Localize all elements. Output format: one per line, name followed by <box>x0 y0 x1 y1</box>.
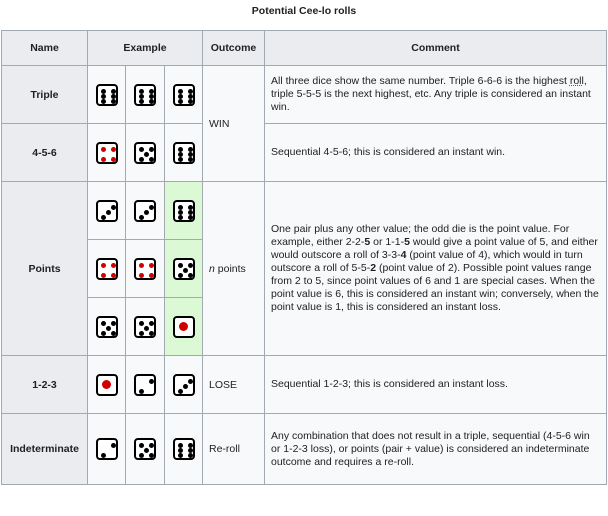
die-pip <box>111 273 116 278</box>
die-pip <box>106 210 111 215</box>
header-name: Name <box>2 31 88 66</box>
die-four-icon <box>96 258 118 280</box>
comment-indeterminate: Any combination that does not result in a triple, sequential (4-5-6 win or 1-2-3 loss), or points (pair + value) is considered an indeterminate outcome and requires a re-roll. <box>265 414 607 485</box>
die-pip <box>178 263 183 268</box>
die-cell-highlighted <box>165 240 203 298</box>
outcome-reroll: Re-roll <box>203 414 265 485</box>
die-pip <box>188 379 193 384</box>
header-row <box>2 31 607 66</box>
die-pip <box>188 273 193 278</box>
die-cell <box>126 240 165 298</box>
die-pip <box>178 215 183 220</box>
die-pip <box>111 205 116 210</box>
die-pip <box>149 205 154 210</box>
die-pip <box>139 443 144 448</box>
die-pip <box>178 89 183 94</box>
row-indeterminate <box>2 414 607 485</box>
die-pip <box>101 99 106 104</box>
comment-text: One pair plus any other value; the odd die is the point value. For example, either 2-2- <box>271 223 570 248</box>
die-six-icon <box>173 438 195 460</box>
die-pip <box>188 147 193 152</box>
die-cell <box>165 414 203 485</box>
comment-text: (point value of 4), which would in turn outscore a roll of 5-5- <box>271 249 583 274</box>
die-cell <box>165 124 203 182</box>
die-pip <box>178 453 183 458</box>
die-pip <box>178 210 183 215</box>
die-pip <box>111 331 116 336</box>
comment-text: (point value of 2). Possible point values range from 2 to 5, since point values of 6 and 1 are special cases. When the point value is 6, this is considered an instant win; conversely, when the point value is 1, this is considered an instant loss. <box>271 262 599 313</box>
die-pip <box>178 157 183 162</box>
row-456 <box>2 124 607 182</box>
die-pip <box>149 453 154 458</box>
row-name-456: 4-5-6 <box>2 124 88 182</box>
die-pip <box>178 205 183 210</box>
die-five-icon <box>134 438 156 460</box>
die-pip <box>101 321 106 326</box>
die-pip <box>149 443 154 448</box>
die-pip <box>111 147 116 152</box>
comment-bold: 5 <box>364 236 371 248</box>
die-pip <box>139 263 144 268</box>
comment-bold: 4 <box>400 249 407 261</box>
die-pip <box>139 147 144 152</box>
die-three-icon <box>96 200 118 222</box>
die-cell <box>165 66 203 124</box>
die-four-icon <box>96 142 118 164</box>
die-cell <box>126 414 165 485</box>
row-123 <box>2 356 607 414</box>
die-pip <box>101 331 106 336</box>
die-one-icon <box>96 374 118 396</box>
die-pip <box>179 322 188 331</box>
comment-bold: 5 <box>404 236 410 248</box>
die-pip <box>183 384 188 389</box>
comment-text: , triple 5-5-5 is the next highest, etc. Any triple is considered an instant win. <box>271 75 591 113</box>
die-pip <box>101 89 106 94</box>
die-five-icon <box>96 316 118 338</box>
die-pip <box>111 89 116 94</box>
die-three-icon <box>173 374 195 396</box>
die-pip <box>178 152 183 157</box>
die-four-icon <box>134 258 156 280</box>
die-pip <box>149 94 154 99</box>
die-two-icon <box>96 438 118 460</box>
die-pip <box>111 157 116 162</box>
die-pip <box>111 321 116 326</box>
die-pip <box>139 215 144 220</box>
comment-bold: 2 <box>370 262 377 274</box>
die-pip <box>106 326 111 331</box>
die-pip <box>111 263 116 268</box>
comment-text: All three dice show the same number. Triple 6-6-6 is the highest <box>271 75 570 87</box>
die-pip <box>149 263 154 268</box>
die-pip <box>149 321 154 326</box>
die-six-icon <box>96 84 118 106</box>
die-pip <box>102 380 111 389</box>
die-cell <box>88 124 126 182</box>
die-pip <box>188 205 193 210</box>
die-pip <box>149 331 154 336</box>
die-pip <box>139 89 144 94</box>
die-six-icon <box>134 84 156 106</box>
spellcheck-underlined-word: roll <box>569 75 584 87</box>
die-pip <box>178 273 183 278</box>
die-cell <box>88 182 126 240</box>
die-pip <box>139 157 144 162</box>
die-pip <box>144 210 149 215</box>
die-cell <box>165 356 203 414</box>
comment-456: Sequential 4-5-6; this is considered an instant win. <box>265 124 607 182</box>
die-cell <box>126 124 165 182</box>
die-pip <box>111 443 116 448</box>
die-pip <box>144 152 149 157</box>
die-pip <box>178 389 183 394</box>
die-pip <box>188 94 193 99</box>
die-pip <box>188 152 193 157</box>
outcome-points-variable: n <box>209 262 215 275</box>
die-pip <box>139 273 144 278</box>
die-six-icon <box>173 84 195 106</box>
die-six-icon <box>173 200 195 222</box>
die-pip <box>188 157 193 162</box>
die-pip <box>139 94 144 99</box>
die-cell <box>88 356 126 414</box>
die-one-icon <box>173 316 195 338</box>
die-pip <box>149 379 154 384</box>
die-pip <box>149 273 154 278</box>
row-name-123: 1-2-3 <box>2 356 88 414</box>
die-pip <box>149 157 154 162</box>
die-pip <box>149 147 154 152</box>
die-pip <box>111 99 116 104</box>
comment-triple <box>265 66 607 124</box>
row-triple <box>2 66 607 124</box>
die-pip <box>139 331 144 336</box>
die-pip <box>101 147 106 152</box>
die-pip <box>139 453 144 458</box>
die-pip <box>149 99 154 104</box>
comment-text: or 1-1- <box>370 236 405 248</box>
die-cell <box>126 298 165 356</box>
row-points-1 <box>2 182 607 240</box>
die-pip <box>144 326 149 331</box>
header-outcome: Outcome <box>203 31 265 66</box>
die-cell-highlighted <box>165 182 203 240</box>
die-pip <box>188 263 193 268</box>
die-cell <box>88 298 126 356</box>
die-pip <box>188 99 193 104</box>
comment-points <box>265 182 607 356</box>
die-cell <box>126 182 165 240</box>
die-pip <box>178 94 183 99</box>
die-pip <box>139 99 144 104</box>
die-pip <box>101 263 106 268</box>
cee-lo-table <box>1 0 607 485</box>
die-pip <box>188 210 193 215</box>
die-cell <box>126 66 165 124</box>
die-three-icon <box>134 200 156 222</box>
die-cell <box>126 356 165 414</box>
die-pip <box>101 215 106 220</box>
die-cell <box>88 414 126 485</box>
die-pip <box>111 94 116 99</box>
outcome-points <box>203 182 265 356</box>
die-pip <box>183 268 188 273</box>
die-cell <box>88 66 126 124</box>
die-pip <box>101 453 106 458</box>
die-pip <box>178 147 183 152</box>
die-pip <box>139 321 144 326</box>
die-two-icon <box>134 374 156 396</box>
table-caption: Potential Cee-lo rolls <box>251 5 357 17</box>
die-pip <box>188 215 193 220</box>
die-five-icon <box>134 316 156 338</box>
die-pip <box>101 94 106 99</box>
die-pip <box>101 157 106 162</box>
comment-123: Sequential 1-2-3; this is considered an instant loss. <box>265 356 607 414</box>
die-pip <box>178 99 183 104</box>
die-five-icon <box>173 258 195 280</box>
outcome-points-label: points <box>214 262 246 275</box>
row-name-indeterminate: Indeterminate <box>2 414 88 485</box>
outcome-lose: LOSE <box>203 356 265 414</box>
die-pip <box>101 273 106 278</box>
die-pip <box>188 453 193 458</box>
die-pip <box>139 389 144 394</box>
die-six-icon <box>173 142 195 164</box>
comment-text: would give a point value of 5, and either would outscore a roll of 3-3- <box>271 236 598 261</box>
die-pip <box>188 89 193 94</box>
die-cell-highlighted <box>165 298 203 356</box>
row-name-triple: Triple <box>2 66 88 124</box>
header-comment: Comment <box>265 31 607 66</box>
die-five-icon <box>134 142 156 164</box>
die-cell <box>88 240 126 298</box>
header-example: Example <box>88 31 203 66</box>
outcome-win: WIN <box>203 66 265 182</box>
row-name-points: Points <box>2 182 88 356</box>
die-pip <box>149 89 154 94</box>
die-pip <box>144 448 149 453</box>
